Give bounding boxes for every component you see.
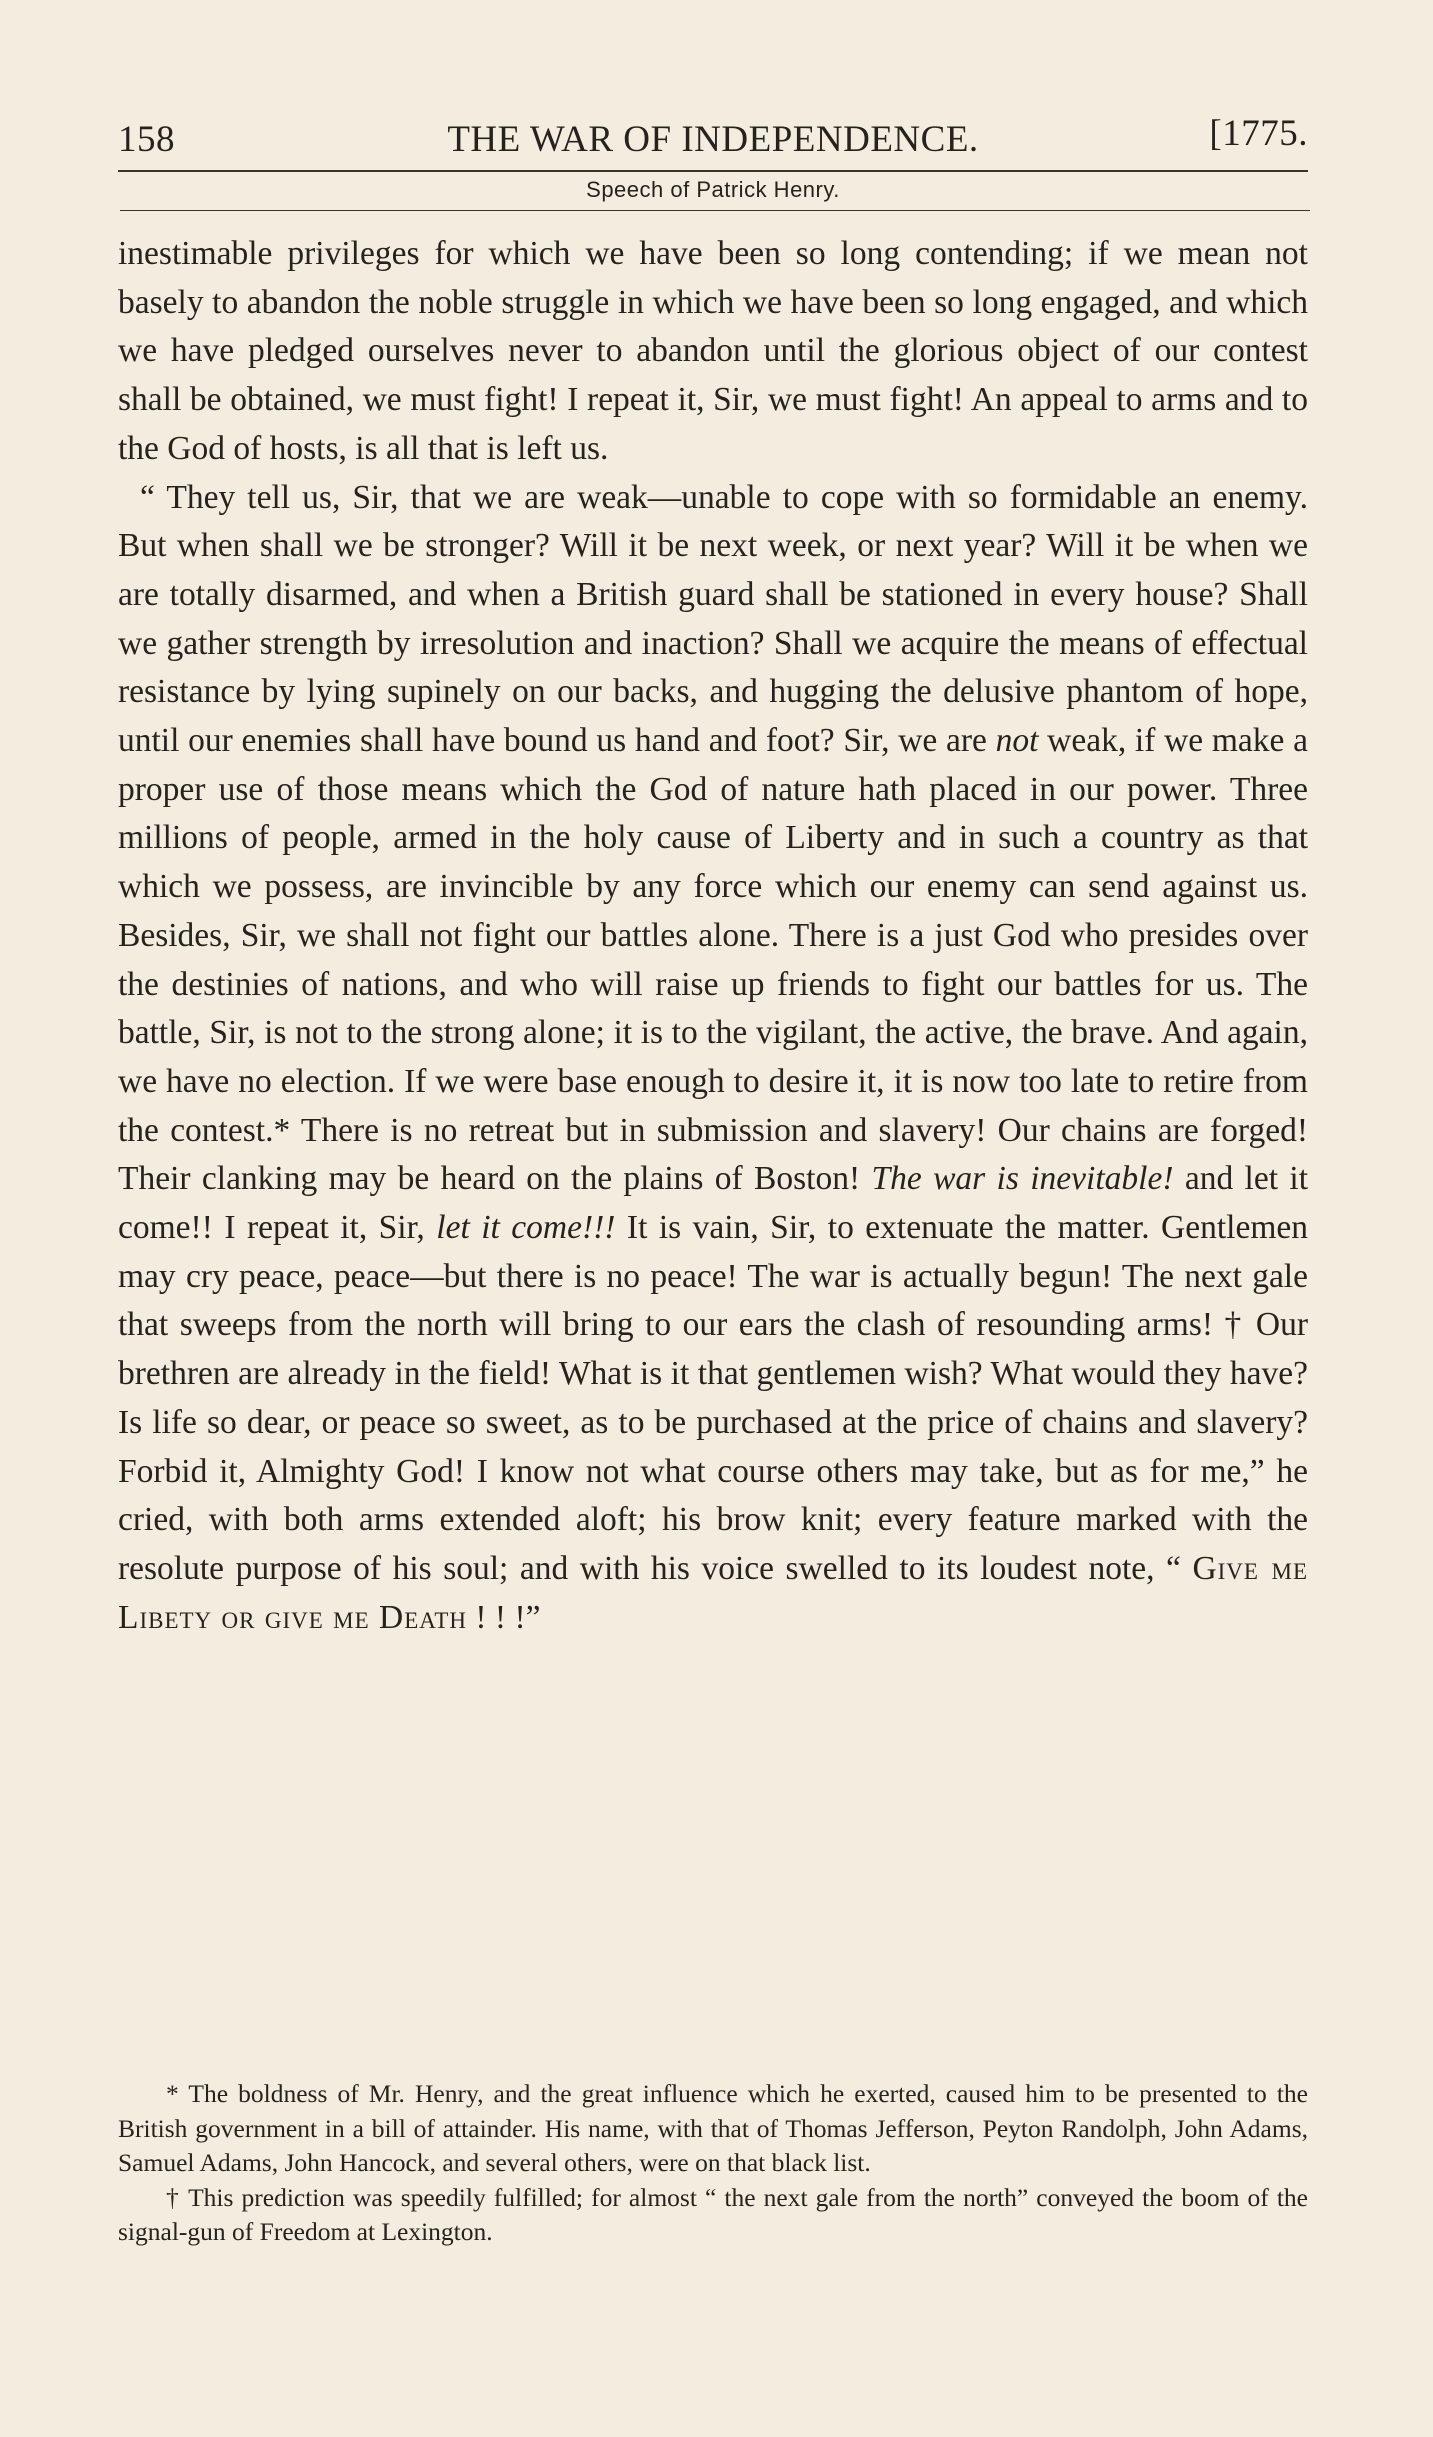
text-run: and let it come!! I repeat it, Sir,: [118, 1160, 1309, 1247]
text-run: “ They tell us, Sir, that we are weak—unable to cope with so formidable an enemy. But when shall we be stronger? Will it be next week, or next year? Will it be when we are totally disarmed, and when a British guard shall be stationed in every house? Shall we gather strength by irresolution and inaction? Shall we acquire the means of effectual resistance by lying supinely on our backs, and hugging the delusive phantom of hope, until our enemies shall have bound us hand and foot? Sir, we are: [118, 478, 1308, 760]
small-caps-exclamation: Give me Libety or give me Death: [118, 1549, 1308, 1636]
paragraph-continued: inestimable privileges for which we have been so long contending; if we mean not basely to abandon the noble struggle in which we have been so long engaged, and which we have pledged ourselves never to abandon until the glorious object of our contest shall be obtained, we must fight! I repeat it, Sir, we must fight! An appeal to arms and to the God of hosts, is all that is left us.: [118, 235, 1308, 467]
text-run: It is vain, Sir, to extenuate the matter. Gentlemen may cry peace, peace—but there is no peace! The war is actually begun! The next gale that sweeps from the north will bring to our ears the clash of resounding arms! † Our brethren are already in the field! What is it that gentlemen wish? What would they have? Is life so dear, or peace so sweet, as to be purchased at the price of chains and slavery? Forbid it, Almighty God! I know not what course others may take, but as for me,” he cried, with both arms extended aloft; his brow knit; every feature marked with the resolute purpose of his soul; and with his voice swelled to its loudest note, “: [118, 1209, 1309, 1587]
page-number: 158: [118, 119, 175, 160]
header-rule: [118, 170, 1308, 172]
running-title: THE WAR OF INDEPENDENCE.: [447, 119, 979, 160]
text-run: weak, if we make a proper use of those means which the God of nature hath placed in our power. Three millions of people, armed in the holy cause of Liberty and in such a country as that which we possess, are invincible by any force which our enemy can send against us. Besides, Sir, we shall not fight our battles alone. There is a just God who presides over the destinies of nations, and who will raise up friends to fight our battles for us. The battle, Sir, is not to the strong alone; it is to the vigilant, the active, the brave. And again, we have no election. If we were base enough to desire it, it is now too late to retire from the contest.* There is no retreat but in submission and slavery! Our chains are forged! Their clanking may be heard on the plains of Boston!: [118, 722, 1308, 1198]
body-text: [118, 230, 1308, 1642]
running-head: [118, 112, 1308, 162]
footnotes: [118, 2077, 1308, 2250]
paragraph-speech: [118, 474, 1308, 1643]
footnote-dagger: † This prediction was speedily fulfilled; for almost “ the next gale from the north” conveyed the boom of the signal-gun of Freedom at Lexington.: [118, 2182, 1308, 2246]
footnote-asterisk: * The boldness of Mr. Henry, and the great influence which he exerted, caused him to be presented to the British government in a bill of attainder. His name, with that of Thomas Jefferson, Peyton Randolph, John Adams, Samuel Adams, John Hancock, and several others, were on that black list.: [118, 2079, 1308, 2177]
subtitle-rule: [120, 210, 1310, 211]
emphasis-war-inevitable: The war is inevitable!: [871, 1160, 1174, 1198]
emphasis-not: not: [995, 722, 1039, 760]
section-subtitle: Speech of Patrick Henry.: [586, 177, 840, 202]
emphasis-let-it-come: let it come!!!: [436, 1209, 616, 1247]
running-year: [1775.: [1209, 113, 1308, 154]
text-run: ! ! !”: [467, 1598, 541, 1636]
